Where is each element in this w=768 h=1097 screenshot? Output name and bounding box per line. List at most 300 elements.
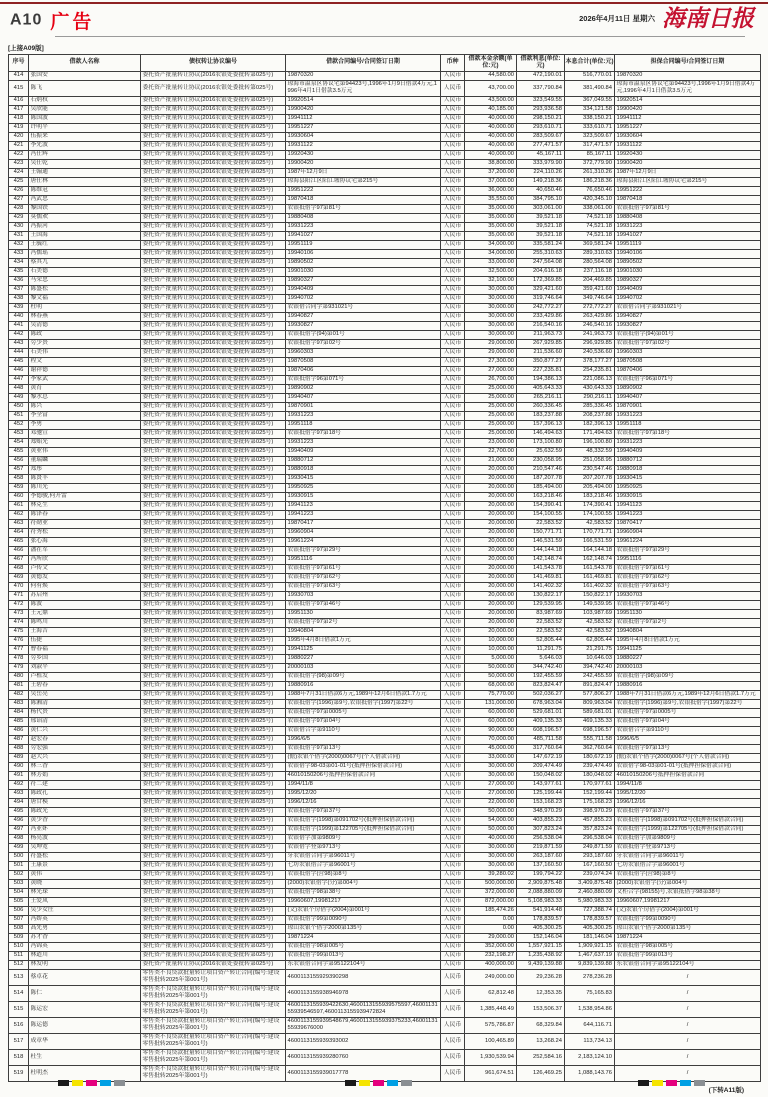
cell-principal: 352,000.00 bbox=[465, 942, 517, 951]
cell-interest: 307,823.24 bbox=[517, 825, 565, 834]
table-row bbox=[9, 96, 761, 105]
cell-guarantee-contract: 19870320 bbox=[615, 71, 761, 80]
table-row bbox=[9, 690, 761, 699]
cell-serial: 466 bbox=[9, 546, 29, 555]
cell-serial: 472 bbox=[9, 600, 29, 609]
cell-currency: 人民币 bbox=[441, 474, 465, 483]
cell-borrower-name: 张心海 bbox=[29, 537, 141, 546]
cell-total: 338,061.00 bbox=[565, 204, 615, 213]
cell-borrower-name: 王康景 bbox=[29, 861, 141, 870]
cell-serial: 500 bbox=[9, 852, 29, 861]
cell-guarantee-contract: 牙农银借合同字第96011号 bbox=[615, 852, 761, 861]
table-row bbox=[9, 222, 761, 231]
cell-interest: 163,218.46 bbox=[517, 492, 565, 501]
cell-serial: 424 bbox=[9, 168, 29, 177]
cell-borrower-name: 陈政孔 bbox=[29, 789, 141, 798]
cell-transfer-agreement: 委托资产批量转让协议(2016农银处委批转第025号) bbox=[141, 618, 286, 627]
table-row bbox=[9, 555, 761, 564]
cell-serial: 446 bbox=[9, 366, 29, 375]
cell-total: 333,610.71 bbox=[565, 123, 615, 132]
cell-principal: 40,000.00 bbox=[465, 123, 517, 132]
cell-loan-contract: 19930827 bbox=[286, 321, 441, 330]
cell-loan-contract: 19940409 bbox=[286, 447, 441, 456]
cell-borrower-name: 冯锦英 bbox=[29, 942, 141, 951]
cell-currency: 人民币 bbox=[441, 132, 465, 141]
cell-interest: 252,584.16 bbox=[517, 1049, 565, 1065]
cell-total: 170,771.71 bbox=[565, 528, 615, 537]
cell-guarantee-contract: 东农银借合同字第95122104号 bbox=[615, 960, 761, 969]
cell-interest: 242,772.27 bbox=[517, 303, 565, 312]
cell-borrower-name: 林道川 bbox=[29, 951, 141, 960]
cell-borrower-name: 郑彤 bbox=[29, 465, 141, 474]
table-row bbox=[9, 834, 761, 843]
cell-interest: 11,291.75 bbox=[517, 645, 565, 654]
cell-loan-contract: 19940409 bbox=[286, 285, 441, 294]
cell-loan-contract: 农银借字加第9809号 bbox=[286, 834, 441, 843]
cell-total: 272,772.27 bbox=[565, 303, 615, 312]
table-row bbox=[9, 168, 761, 177]
cell-serial: 486 bbox=[9, 726, 29, 735]
cell-guarantee-contract: / bbox=[615, 1065, 761, 1081]
cell-serial: 457 bbox=[9, 465, 29, 474]
cell-interest: 152,146.04 bbox=[517, 933, 565, 942]
cell-interest: 298,150.21 bbox=[517, 114, 565, 123]
cell-principal: 35,000.00 bbox=[465, 204, 517, 213]
cell-guarantee-contract: 19880227 bbox=[615, 654, 761, 663]
cell-transfer-agreement: 委托资产批量转让协议(2016农银处委批转第025号) bbox=[141, 438, 286, 447]
cell-borrower-name: 吴少女庄 bbox=[29, 906, 141, 915]
cell-loan-contract: 农银抵借字(94)第01号 bbox=[286, 330, 441, 339]
cell-transfer-agreement: 委托资产批量转让协议(2016农银处委批转第025号) bbox=[141, 663, 286, 672]
cell-total: 278,236.28 bbox=[565, 969, 615, 985]
cell-serial: 425 bbox=[9, 177, 29, 186]
cell-borrower-name: 李先波 bbox=[29, 141, 141, 150]
color-swatch bbox=[345, 1080, 356, 1086]
cell-serial: 414 bbox=[9, 71, 29, 80]
cell-total: 180,672.19 bbox=[565, 753, 615, 762]
cell-borrower-name: 王海吉 bbox=[29, 627, 141, 636]
cell-loan-contract: 19951116 bbox=[286, 555, 441, 564]
cell-total: 162,148.74 bbox=[565, 555, 615, 564]
cell-interest: 409,135.33 bbox=[517, 717, 565, 726]
cell-interest: 83,987.69 bbox=[517, 609, 565, 618]
cell-guarantee-contract: 农银抵借字97第2号 bbox=[615, 618, 761, 627]
cell-loan-contract: 农银抵借字96第071号 bbox=[286, 375, 441, 384]
table-row bbox=[9, 1001, 761, 1017]
table-row bbox=[9, 1065, 761, 1081]
cell-loan-contract: 琼海县阳江区阳江墟协议宅第215号 bbox=[286, 177, 441, 186]
cell-currency: 人民币 bbox=[441, 600, 465, 609]
cell-total: 1,467,637.19 bbox=[565, 951, 615, 960]
cell-total: 367,049.55 bbox=[565, 96, 615, 105]
cell-loan-contract: 农银抵借字97第63号 bbox=[286, 582, 441, 591]
cell-principal: 20,000.00 bbox=[465, 600, 517, 609]
cell-transfer-agreement: 委托资产批量转让协议(2016农银处委批转第025号) bbox=[141, 276, 286, 285]
cell-loan-contract: 1996/12/16 bbox=[286, 798, 441, 807]
cell-transfer-agreement: 委托资产批量转让协议(2016农银处委批转第025号) bbox=[141, 960, 286, 969]
cell-principal: 60,000.00 bbox=[465, 717, 517, 726]
cell-principal: 400,000.00 bbox=[465, 960, 517, 969]
cell-loan-contract: 农银借合同字第931021号 bbox=[286, 303, 441, 312]
cell-transfer-agreement: 委托资产批量转让协议(2016农银处委批转第025号) bbox=[141, 321, 286, 330]
cell-transfer-agreement: 委托资产批量转让协议(2016农银处委批转第025号) bbox=[141, 71, 286, 80]
cell-loan-contract: 19941223 bbox=[286, 510, 441, 519]
cell-loan-contract: 19870418 bbox=[286, 195, 441, 204]
cell-currency: 人民币 bbox=[441, 789, 465, 798]
cell-serial: 508 bbox=[9, 924, 29, 933]
cell-loan-contract: 19930604 bbox=[286, 132, 441, 141]
cell-principal: 27,300.00 bbox=[465, 357, 517, 366]
cell-principal: 20,000.00 bbox=[465, 573, 517, 582]
cell-transfer-agreement: 委托资产批量转让协议(2016农银处委批转第025号) bbox=[141, 681, 286, 690]
cell-currency: 人民币 bbox=[441, 510, 465, 519]
col-header-total: 本息合计(单位:元) bbox=[565, 55, 615, 72]
cell-principal: 20,000.00 bbox=[465, 609, 517, 618]
cell-serial: 517 bbox=[9, 1033, 29, 1049]
cell-interest: 403,855.23 bbox=[517, 816, 565, 825]
table-row bbox=[9, 303, 761, 312]
cell-currency: 人民币 bbox=[441, 969, 465, 985]
cell-borrower-name: 石炳权 bbox=[29, 96, 141, 105]
cell-guarantee-contract: 19900420 bbox=[615, 105, 761, 114]
cell-currency: 人民币 bbox=[441, 321, 465, 330]
col-header-principal: 借款本金余额(单位:元) bbox=[465, 55, 517, 72]
cell-loan-contract: 19951222 bbox=[286, 186, 441, 195]
table-row bbox=[9, 411, 761, 420]
cell-currency: 人民币 bbox=[441, 645, 465, 654]
cell-currency: 人民币 bbox=[441, 249, 465, 258]
cell-transfer-agreement: 委托资产批量转让协议(2016农银处委批转第025号) bbox=[141, 528, 286, 537]
cell-loan-contract: 农银抵借字(98)第09号 bbox=[286, 672, 441, 681]
cell-transfer-agreement: 委托资产批量转让协议(2016农银处委批转第025号) bbox=[141, 222, 286, 231]
cell-interest: 2,909,875.48 bbox=[517, 879, 565, 888]
cell-borrower-name: 林春燕 bbox=[29, 312, 141, 321]
cell-transfer-agreement: 委托资产批量转让协议(2016农银处委批转第025号) bbox=[141, 429, 286, 438]
cell-borrower-name: 陈贤丰 bbox=[29, 474, 141, 483]
cell-currency: 人民币 bbox=[441, 1017, 465, 1033]
table-row bbox=[9, 285, 761, 294]
table-row bbox=[9, 330, 761, 339]
cell-principal: 20,000.00 bbox=[465, 546, 517, 555]
cell-total: 285,336.45 bbox=[565, 402, 615, 411]
cell-interest: 405,643.33 bbox=[517, 384, 565, 393]
table-row bbox=[9, 375, 761, 384]
cell-guarantee-contract: 19960303 bbox=[615, 348, 761, 357]
cell-transfer-agreement: 委托资产批量转让协议(2016农银处委批转第025号) bbox=[141, 591, 286, 600]
cell-serial: 450 bbox=[9, 402, 29, 411]
cell-transfer-agreement: 委托资产批量转让协议(2016农银处委批转第025号) bbox=[141, 303, 286, 312]
color-swatch bbox=[100, 1080, 111, 1086]
cell-loan-contract: 农银抵借字97第46号 bbox=[286, 600, 441, 609]
cell-principal: 35,000.00 bbox=[465, 222, 517, 231]
cell-total: 174,100.55 bbox=[565, 510, 615, 519]
cell-serial: 415 bbox=[9, 80, 29, 96]
cell-loan-contract: 19961224 bbox=[286, 537, 441, 546]
cell-serial: 487 bbox=[9, 735, 29, 744]
cell-serial: 447 bbox=[9, 375, 29, 384]
cell-transfer-agreement: 委托资产批量转让协议(2016农银处委批转第025号) bbox=[141, 582, 286, 591]
cell-total: 186,218.36 bbox=[565, 177, 615, 186]
table-row bbox=[9, 456, 761, 465]
cell-total: 577,806.27 bbox=[565, 690, 615, 699]
table-row bbox=[9, 645, 761, 654]
cell-serial: 432 bbox=[9, 240, 29, 249]
table-row bbox=[9, 960, 761, 969]
cell-interest: 303,061.00 bbox=[517, 204, 565, 213]
cell-transfer-agreement: 委托资产批量转让协议(2016农银处委批转第025号) bbox=[141, 393, 286, 402]
cell-interest: 125,199.44 bbox=[517, 789, 565, 798]
cell-interest: 211,536.60 bbox=[517, 348, 565, 357]
cell-currency: 人民币 bbox=[441, 294, 465, 303]
cell-currency: 人民币 bbox=[441, 303, 465, 312]
cell-loan-contract: 农银抵借字97第62号 bbox=[286, 573, 441, 582]
cell-interest: 13,268.24 bbox=[517, 1033, 565, 1049]
cell-guarantee-contract: 1996/6/5 bbox=[615, 735, 761, 744]
color-swatch bbox=[72, 1080, 83, 1086]
cell-transfer-agreement: 委托资产批量转让协议(2016农银处委批转第025号) bbox=[141, 366, 286, 375]
cell-loan-contract: 19931223 bbox=[286, 222, 441, 231]
cell-total: 74,521.18 bbox=[565, 231, 615, 240]
cell-principal: 25,000.00 bbox=[465, 429, 517, 438]
color-swatch bbox=[114, 1080, 125, 1086]
cell-currency: 人民币 bbox=[441, 1065, 465, 1081]
cell-total: 208,237.88 bbox=[565, 411, 615, 420]
table-row bbox=[9, 501, 761, 510]
cell-borrower-name: 郑贻光 bbox=[29, 438, 141, 447]
cell-total: 1,909,921.15 bbox=[565, 942, 615, 951]
cell-transfer-agreement: 委托资产批量转让协议(2016农银处委批转第025号) bbox=[141, 141, 286, 150]
table-row bbox=[9, 186, 761, 195]
cell-principal: 30,000.00 bbox=[465, 294, 517, 303]
cell-guarantee-contract: 农银抵借字(营98)第8号 bbox=[615, 870, 761, 879]
color-swatch bbox=[58, 1080, 69, 1086]
cell-transfer-agreement: 委托资产批量转让协议(2016农银处委批转第025号) bbox=[141, 105, 286, 114]
cell-loan-contract: 4600113155929390298 bbox=[286, 969, 441, 985]
table-row bbox=[9, 771, 761, 780]
cell-transfer-agreement: 委托资产批量转让协议(2016农银处委批转第025号) bbox=[141, 240, 286, 249]
cell-principal: 25,000.00 bbox=[465, 411, 517, 420]
cell-guarantee-contract: 19961224 bbox=[615, 537, 761, 546]
cell-currency: 人民币 bbox=[441, 366, 465, 375]
color-swatch bbox=[86, 1080, 97, 1086]
cell-borrower-name: 赵大兴 bbox=[29, 753, 141, 762]
cell-principal: 32,500.00 bbox=[465, 267, 517, 276]
cell-total: 183,218.46 bbox=[565, 492, 615, 501]
cell-interest: 317,760.64 bbox=[517, 744, 565, 753]
cell-transfer-agreement: 委托资产批量转让协议(2016农银处委批转第025号) bbox=[141, 654, 286, 663]
cell-principal: 20,000.00 bbox=[465, 501, 517, 510]
cell-loan-contract: 46010150206号抵押担保借款合同 bbox=[286, 771, 441, 780]
cell-principal: 500,000.00 bbox=[465, 879, 517, 888]
cell-guarantee-contract: 19920430 bbox=[615, 150, 761, 159]
cell-principal: 30,000.00 bbox=[465, 285, 517, 294]
cell-currency: 人民币 bbox=[441, 384, 465, 393]
cell-borrower-name: 黄晓 bbox=[29, 879, 141, 888]
cell-interest: 1,557,921.15 bbox=[517, 942, 565, 951]
cell-transfer-agreement: 零售类不良贷款批量转让项目资产转让合同(编号:建设零售批转2025年第001号) bbox=[141, 985, 286, 1001]
cell-guarantee-contract: 农银抵借字97第81号 bbox=[615, 204, 761, 213]
table-row bbox=[9, 231, 761, 240]
cell-transfer-agreement: 委托资产批量转让协议(2016农银处委批转第025号) bbox=[141, 627, 286, 636]
cell-interest: 472,190.01 bbox=[517, 71, 565, 80]
print-registration-bars bbox=[0, 1080, 768, 1086]
cell-principal: 30,000.00 bbox=[465, 330, 517, 339]
cell-serial: 506 bbox=[9, 906, 29, 915]
cell-principal: 30,000.00 bbox=[465, 771, 517, 780]
cell-serial: 423 bbox=[9, 159, 29, 168]
cell-currency: 人民币 bbox=[441, 618, 465, 627]
cell-interest: 146,494.63 bbox=[517, 429, 565, 438]
cell-borrower-name: 石美伟 bbox=[29, 348, 141, 357]
cell-loan-contract: 农银抵借字(1996)第9号,农银抵借字(1997)第22号 bbox=[286, 699, 441, 708]
cell-guarantee-contract: 19880408 bbox=[615, 213, 761, 222]
cell-principal: 38,800.00 bbox=[465, 159, 517, 168]
cell-loan-contract: 19920430 bbox=[286, 150, 441, 159]
cell-loan-contract: 农银抵借字97第02号 bbox=[286, 339, 441, 348]
cell-principal: 20,000.00 bbox=[465, 582, 517, 591]
table-row bbox=[9, 985, 761, 1001]
cell-borrower-name: 邢诒清 bbox=[29, 717, 141, 726]
cell-borrower-name: 王爱凤 bbox=[29, 897, 141, 906]
cell-total: 42,583.52 bbox=[565, 627, 615, 636]
cell-currency: 人民币 bbox=[441, 915, 465, 924]
cell-transfer-agreement: 委托资产批量转让协议(2016农银处委批转第025号) bbox=[141, 186, 286, 195]
cell-loan-contract: 农银抵借字98第005号 bbox=[286, 942, 441, 951]
cell-borrower-name: 伍捷 bbox=[29, 636, 141, 645]
cell-borrower-name: 黎国铁 bbox=[29, 204, 141, 213]
cell-serial: 445 bbox=[9, 357, 29, 366]
cell-serial: 455 bbox=[9, 447, 29, 456]
table-row bbox=[9, 663, 761, 672]
cell-borrower-name: 黄德发 bbox=[29, 573, 141, 582]
cell-serial: 477 bbox=[9, 645, 29, 654]
cell-interest: 608,196.57 bbox=[517, 726, 565, 735]
cell-currency: 人民币 bbox=[441, 636, 465, 645]
cell-serial: 483 bbox=[9, 699, 29, 708]
cell-serial: 493 bbox=[9, 789, 29, 798]
cell-interest: 350,877.27 bbox=[517, 357, 565, 366]
cell-interest: 227,235.81 bbox=[517, 366, 565, 375]
cell-loan-contract: 农银借合字第9110号 bbox=[286, 726, 441, 735]
cell-currency: 人民币 bbox=[441, 627, 465, 636]
cell-interest: 216,540.16 bbox=[517, 321, 565, 330]
cell-interest: 255,310.63 bbox=[517, 249, 565, 258]
cell-interest: 141,469.81 bbox=[517, 573, 565, 582]
cell-total: 230,547.46 bbox=[565, 465, 615, 474]
col-header-interest: 借款利息(单位:元) bbox=[517, 55, 565, 72]
cell-interest: 5,646.03 bbox=[517, 654, 565, 663]
cell-interest: 323,549.55 bbox=[517, 96, 565, 105]
cell-guarantee-contract: 1995/12/20 bbox=[615, 789, 761, 798]
cell-transfer-agreement: 委托资产批量转让协议(2016农银处委批转第025号) bbox=[141, 555, 286, 564]
cell-principal: 70,000.00 bbox=[465, 735, 517, 744]
cell-interest: 39,521.18 bbox=[517, 231, 565, 240]
cell-total: 221,086.13 bbox=[565, 375, 615, 384]
cell-currency: 人民币 bbox=[441, 663, 465, 672]
cell-currency: 人民币 bbox=[441, 141, 465, 150]
table-row bbox=[9, 339, 761, 348]
cell-loan-contract: 19941112 bbox=[286, 114, 441, 123]
cell-guarantee-contract: 19930703 bbox=[615, 591, 761, 600]
cell-transfer-agreement: 委托资产批量转让协议(2016农银处委批转第025号) bbox=[141, 213, 286, 222]
cell-loan-contract: 农银抵借字(1999)第122705号(抵押担保借款合同) bbox=[286, 825, 441, 834]
cell-total: 161,402.32 bbox=[565, 582, 615, 591]
cell-serial: 511 bbox=[9, 951, 29, 960]
cell-total: 205,494.00 bbox=[565, 483, 615, 492]
cell-serial: 438 bbox=[9, 294, 29, 303]
cell-loan-contract: 4600113155939393002 bbox=[286, 1033, 441, 1049]
col-header-serial: 序号 bbox=[9, 55, 29, 72]
cell-principal: 90,000.00 bbox=[465, 726, 517, 735]
cell-serial: 421 bbox=[9, 141, 29, 150]
cell-currency: 人民币 bbox=[441, 843, 465, 852]
cell-interest: 178,839.57 bbox=[517, 915, 565, 924]
cell-loan-contract: 19950925 bbox=[286, 483, 441, 492]
cell-principal: 20,000.00 bbox=[465, 627, 517, 636]
table-row bbox=[9, 258, 761, 267]
cell-guarantee-contract: 19960607,19981217 bbox=[615, 897, 761, 906]
cell-transfer-agreement: 委托资产批量转让协议(2016农银处委批转第025号) bbox=[141, 798, 286, 807]
cell-currency: 人民币 bbox=[441, 348, 465, 357]
cell-currency: 人民币 bbox=[441, 429, 465, 438]
cell-principal: 29,000.00 bbox=[465, 348, 517, 357]
table-row bbox=[9, 1049, 761, 1065]
cell-currency: 人民币 bbox=[441, 276, 465, 285]
cell-borrower-name: 苏启州 bbox=[29, 591, 141, 600]
cell-transfer-agreement: 委托资产批量转让协议(2016农银处委批转第025号) bbox=[141, 600, 286, 609]
cell-borrower-name: 林芳娟 bbox=[29, 771, 141, 780]
cell-interest: 187,207.78 bbox=[517, 474, 565, 483]
cell-guarantee-contract: 19941223 bbox=[615, 510, 761, 519]
cell-serial: 478 bbox=[9, 654, 29, 663]
cell-borrower-name: 符盛松 bbox=[29, 852, 141, 861]
cell-currency: 人民币 bbox=[441, 159, 465, 168]
cell-borrower-name: 王元鼎 bbox=[29, 609, 141, 618]
table-row bbox=[9, 465, 761, 474]
cell-principal: 43,500.00 bbox=[465, 96, 517, 105]
table-row bbox=[9, 906, 761, 915]
cell-principal: 60,000.00 bbox=[465, 708, 517, 717]
cell-transfer-agreement: 委托资产批量转让协议(2016农银处委批转第025号) bbox=[141, 807, 286, 816]
cell-guarantee-contract: 农银抵借字97第0005号 bbox=[615, 708, 761, 717]
cell-loan-contract: 1987年12月9日 bbox=[286, 168, 441, 177]
table-row bbox=[9, 519, 761, 528]
cell-borrower-name: 李全富 bbox=[29, 411, 141, 420]
cell-borrower-name: 林三香 bbox=[29, 762, 141, 771]
cell-total: 430,643.33 bbox=[565, 384, 615, 393]
cell-borrower-name: 王碧春 bbox=[29, 681, 141, 690]
cell-guarantee-contract: 农银抵借字97第63号 bbox=[615, 582, 761, 591]
cell-total: 334,121.58 bbox=[565, 105, 615, 114]
cell-guarantee-contract: 农银抵借字97第37号 bbox=[615, 807, 761, 816]
cell-currency: 人民币 bbox=[441, 942, 465, 951]
cell-transfer-agreement: 委托资产批量转让协议(2016农银处委批转第025号) bbox=[141, 744, 286, 753]
cell-borrower-name: 杨亮波 bbox=[29, 834, 141, 843]
cell-transfer-agreement: 委托资产批量转让协议(2016农银处委批转第025号) bbox=[141, 96, 286, 105]
cell-principal: 40,185.00 bbox=[465, 105, 517, 114]
cell-interest: 153,506.37 bbox=[517, 1001, 565, 1017]
table-row bbox=[9, 753, 761, 762]
cell-transfer-agreement: 零售类不良贷款批量转让项目资产转让合同(编号:建设零售批转2025年第001号) bbox=[141, 1065, 286, 1081]
table-row bbox=[9, 150, 761, 159]
table-row bbox=[9, 132, 761, 141]
cell-guarantee-contract: 农银抵借字(94)第01号 bbox=[615, 330, 761, 339]
table-row bbox=[9, 195, 761, 204]
table-row bbox=[9, 717, 761, 726]
cell-guarantee-contract: 19880916 bbox=[615, 681, 761, 690]
cell-total: 249,871.59 bbox=[565, 843, 615, 852]
cell-loan-contract: 农银抵借字99第013号 bbox=[286, 951, 441, 960]
